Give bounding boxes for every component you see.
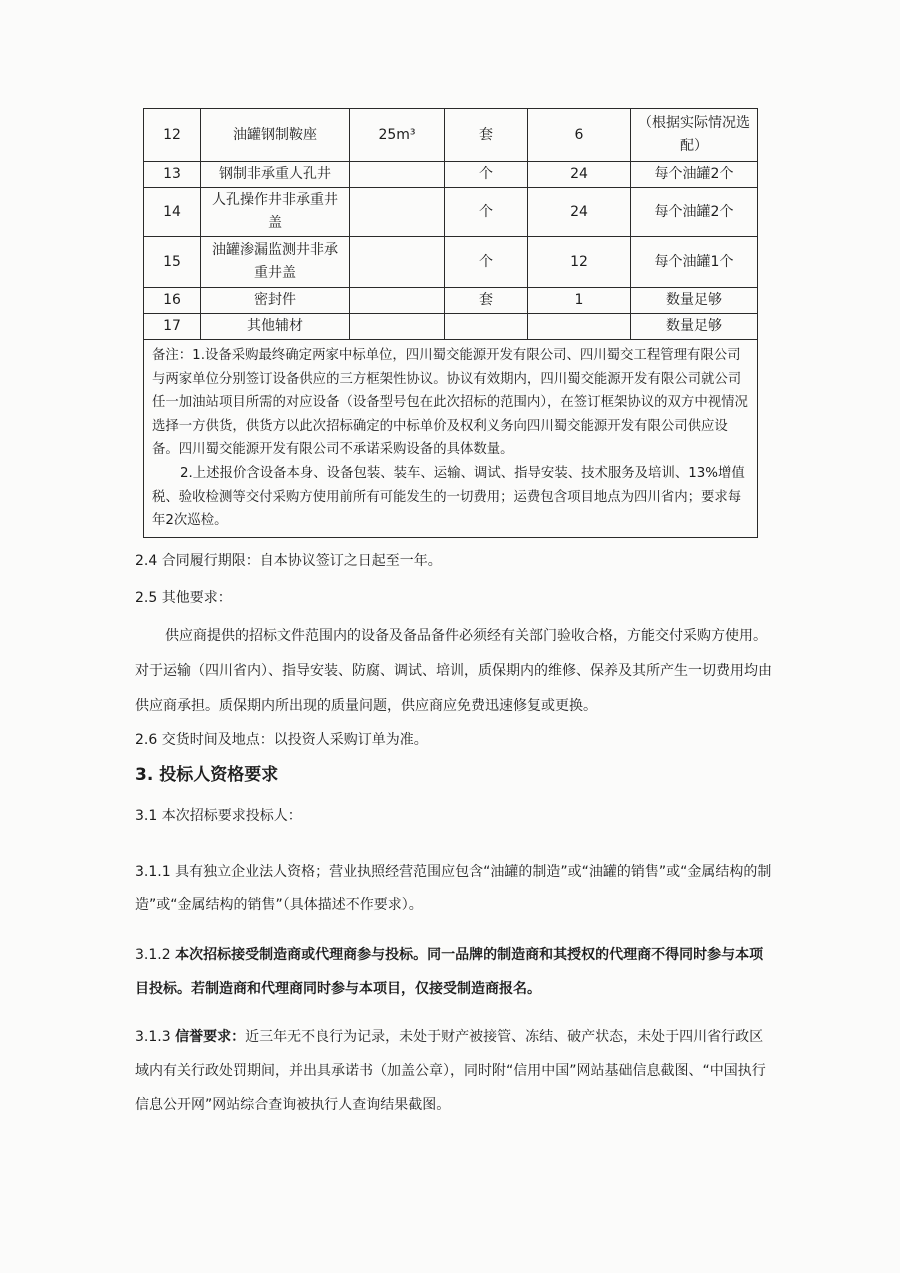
section-3-1-1: 3.1.1 具有独立企业法人资格；营业执照经营范围应包含“油罐的制造”或“油罐的销售”或“金属结构的制造”或“金属结构的销售”（具体描述不作要求）。 [135,864,772,913]
note-2: 2.上述报价含设备本身、设备包装、装车、运输、调试、指导安装、技术服务及培训、13%增值税、验收检测等交付采购方使用前所有可能发生的一切费用；运费包含项目地点为四川省内；要求每年2次巡检。 [152,465,745,529]
item-unit: 套 [445,288,528,314]
item-quantity: 12 [528,237,631,288]
item-remark: 数量足够 [631,288,758,314]
row-number: 15 [144,237,201,288]
item-unit: 个 [445,237,528,288]
table-row [144,162,758,188]
table-row [144,109,758,162]
item-name: 钢制非承重人孔井 [201,162,350,188]
item-quantity: 1 [528,288,631,314]
section-3-1-3-label: 信誉要求： [175,1029,246,1045]
item-unit: 个 [445,162,528,188]
item-spec [350,314,445,340]
item-quantity: 24 [528,162,631,188]
item-remark: （根据实际情况选配） [631,109,758,162]
row-number: 16 [144,288,201,314]
item-name: 油罐渗漏监测井非承重井盖 [201,237,350,288]
section-3-1-3-number: 3.1.3 [135,1029,176,1045]
row-number: 14 [144,188,201,237]
item-remark: 每个油罐1个 [631,237,758,288]
section-3-1-2-text: 本次招标接受制造商或代理商参与投标。同一品牌的制造商和其授权的代理商不得同时参与本项目投标。若制造商和代理商同时参与本项目，仅接受制造商报名。 [135,947,764,997]
row-number: 13 [144,162,201,188]
section-3-1: 3.1 本次招标要求投标人： [135,808,302,824]
item-name: 其他辅材 [201,314,350,340]
section-2-5-body: 供应商提供的招标文件范围内的设备及备品备件必须经有关部门验收合格，方能交付采购方使用。对于运输（四川省内）、指导安装、防腐、调试、培训，质保期内的维修、保养及其所产生一切费用均由供应商承担。质保期内所出现的质量问题，供应商应免费迅速修复或更换。 [135,628,772,714]
item-unit: 套 [445,109,528,162]
section-2-4: 2.4 合同履行期限：自本协议签订之日起至一年。 [135,553,442,569]
section-3-1-2-number: 3.1.2 [135,947,176,963]
item-name: 密封件 [201,288,350,314]
item-spec [350,162,445,188]
table-notes [144,340,758,538]
row-number: 17 [144,314,201,340]
table-row [144,188,758,237]
item-name: 油罐钢制鞍座 [201,109,350,162]
section-3-1-3-text: 近三年无不良行为记录，未处于财产被接管、冻结、破产状态，未处于四川省行政区域内有关行政处罚期间，并出具承诺书（加盖公章），同时附“信用中国”网站基础信息截图、“中国执行信息公开网”网站综合查询被执行人查询结果截图。 [135,1029,766,1113]
item-remark: 数量足够 [631,314,758,340]
item-unit [445,314,528,340]
row-number: 12 [144,109,201,162]
item-spec [350,237,445,288]
table-row [144,237,758,288]
section-3-1-2 [135,938,775,1006]
item-spec [350,288,445,314]
item-spec: 25m³ [350,109,445,162]
item-quantity [528,314,631,340]
table-row [144,288,758,314]
note-1: 备注：1.设备采购最终确定两家中标单位，四川蜀交能源开发有限公司、四川蜀交工程管理有限公司与两家单位分别签订设备供应的三方框架性协议。协议有效期内，四川蜀交能源开发有限公司就公司任一加油站项目所需的对应设备（设备型号包在此次招标的范围内），在签订框架协议的双方中视情况选择一方供货，供货方以此次招标确定的中标单价及权利义务向四川蜀交能源开发有限公司供应设备。四川蜀交能源开发有限公司不承诺采购设备的具体数量。 [152,348,748,458]
item-quantity: 6 [528,109,631,162]
item-quantity: 24 [528,188,631,237]
item-unit: 个 [445,188,528,237]
section-2-6: 2.6 交货时间及地点：以投资人采购订单为准。 [135,732,428,748]
section-3-heading: 3. 投标人资格要求 [135,765,279,785]
section-3-1-3 [135,1020,775,1122]
item-name: 人孔操作井非承重井盖 [201,188,350,237]
item-spec [350,188,445,237]
table-notes-row [144,340,758,538]
equipment-table [143,108,758,538]
table-row [144,314,758,340]
section-2-5: 2.5 其他要求： [135,590,232,606]
item-remark: 每个油罐2个 [631,162,758,188]
item-remark: 每个油罐2个 [631,188,758,237]
